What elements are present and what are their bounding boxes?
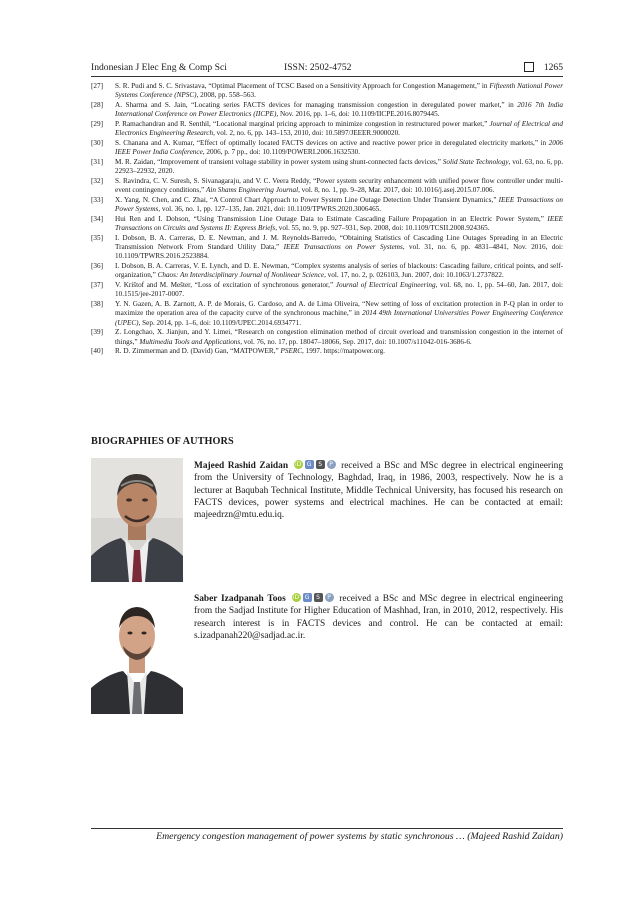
reference-number: [37] [91,281,103,290]
reference-number: [35] [91,234,103,242]
reference-venue: Multimedia Tools and Applications [139,337,241,346]
reference-number: [33] [91,196,103,204]
reference-number: [27] [91,82,103,90]
author-profile-icons [292,593,334,602]
reference-authors-title: M. R. Zaidan, “Improvement of transient voltage stability in power system using shunt-connected facts devices,” [115,158,443,166]
reference-item [91,101,563,119]
google-scholar-icon[interactable]: G [305,460,314,469]
reference-venue: Solid State Technology [442,158,509,166]
reference-venue: 2016 7th India International Conference on Power Electronics (IICPE) [115,101,563,119]
reference-number: [32] [91,177,103,185]
orcid-icon[interactable]: iD [294,461,302,468]
reference-text [115,158,563,176]
reference-authors-title: S. R. Pudi and S. C. Srivastava, “Optimal Placement of TCSC Based on a Sensitivity Approach for Congestion Management,” in [115,82,490,90]
reference-authors-title: Hui Ren and I. Dobson, “Using Transmission Line Outage Data to Estimate Cascading Failure Propagation in an Electric Power System,” [115,215,548,223]
reference-text [115,139,563,157]
reference-authors-title: X. Yang, N. Chen, and C. Zhai, “A Control Chart Approach to Power System Line Outage Detection Under Transient Dynamics,” [115,196,499,204]
reference-details: , 2008, pp. 558–563. [196,91,256,100]
reference-item [91,177,563,195]
publons-icon[interactable]: P [325,593,334,602]
publons-icon[interactable]: P [327,460,336,469]
reference-venue: Chaos: An Interdisciplinary Journal of Nonlinear Science [157,271,325,280]
reference-text [115,347,563,356]
author-bio-text: received a BSc and MSc degree in electrical engineering from the Sadjad Institute for Higher Education of Mashhad, Iran, in 2010, 2012, respectively. His research interest is in FACTS devices and control. He can be contacted at email: s.izadpanah220@sadjad.ac.ir. [194,594,564,641]
reference-authors-title: A. Sharma and S. Jain, “Locating series FACTS devices for managing transmission congestion in deregulated power market,” in [115,101,518,109]
running-header [91,60,563,74]
author-bio-1 [194,460,563,521]
reference-item [91,215,563,233]
reference-venue: IEEE Transactions on Circuits and Systems II: Express Briefs [115,215,563,233]
reference-authors-title: R. D. Zimmerman and D. (David) Gan, “MATPOWER,” [115,347,281,356]
reference-details: , vol. 8, no. 1, pp. 9–28, Mar. 2017, doi: 10.1016/j.asej.2015.07.006. [298,186,495,195]
reference-authors-title: S. Ravindra, C. V. Suresh, S. Sivanagaraju, and V. C. Veera Reddy, “Power system security enhancement with unified power flow controller under multi-event contingency conditions,” [115,177,563,195]
reference-number: [29] [91,120,103,128]
author-bio-text: received a BSc and MSc degree in electrical engineering from the University of Technology, Baghdad, Iraq, in 1986, 2003, respectively. Now he is a lecturer at Baqubah Technical Institute, Middle Technical University, has focused his research on FACTS devices, power systems and electrical machines. He can be contacted at email: majeedrzn@mtu.edu.iq. [194,461,564,521]
reference-item [91,120,563,138]
author-name: Majeed Rashid Zaidan [194,461,289,471]
running-footer: Emergency congestion management of power systems by static synchronous … (Majeed Rashid Zaidan) [156,831,563,842]
journal-name: Indonesian J Elec Eng & Comp Sci [91,61,227,73]
reference-details: , vol. 17, no. 2, p. 026103, Jun. 2007, doi: 10.1063/1.2737822. [324,271,504,280]
reference-authors-title: Z. Longchao, X. Jianjun, and Y. Limei, “Research on congestion elimination method of circuit overload and transmission congestion in the internet of things,” [115,328,563,346]
reference-authors-title: Y. N. Gazen, A. B. Zarnott, A. P. de Morais, G. Cardoso, and A. de Lima Oliveira, “New setting of loss of excitation protection in P-Q plan in order to maximize the operation area of the capacity curve of the synchronous machine,” in [115,300,563,318]
reference-authors-title: I. Dobson, B. A. Carreras, V. E. Lynch, and D. E. Newman, “Complex systems analysis of series of blackouts: Cascading failure, critical points, and self-organization,” [115,262,563,280]
reference-venue: Journal of Electrical and Electronics Engineering Research [115,120,563,138]
reference-venue: 2014 49th International Universities Power Engineering Conference (UPEC) [115,309,563,327]
reference-item [91,158,563,176]
reference-item [91,196,563,214]
scopus-icon[interactable]: S [314,593,323,602]
page-number: 1265 [543,61,563,73]
google-scholar-icon[interactable]: G [303,593,312,602]
author-name: Saber Izadpanah Toos [194,594,286,604]
footer-rule [91,828,563,829]
reference-item [91,82,563,100]
reference-text [115,328,563,346]
reference-text [115,262,563,280]
reference-details: , vol. 55, no. 9, pp. 927–931, Sep. 2008, doi: 10.1109/TCSII.2008.924365. [275,224,490,233]
reference-item [91,347,563,356]
reference-details: , vol. 76, no. 17, pp. 18047–18066, Sep. 2017, doi: 10.1007/s11042-016-3686-6. [240,337,472,346]
reference-text [115,120,563,138]
reference-item [91,262,563,280]
reference-number: [34] [91,215,103,223]
reference-text [115,234,563,262]
reference-details: , vol. 68, no. 1, pp. 54–60, Jan. 2017, doi: 10.1515/jee-2017-0007. [115,281,563,299]
reference-number: [30] [91,139,103,147]
reference-item [91,281,563,299]
reference-number: [40] [91,347,103,356]
reference-details: , Nov. 2016, pp. 1–6, doi: 10.1109/IICPE.2016.8079445. [276,110,440,119]
reference-venue: IEEE Transactions on Power Systems [115,196,564,214]
author-photo-2 [91,592,183,714]
reference-list [91,82,563,357]
reference-number: [28] [91,101,103,109]
reference-item [91,300,563,328]
author-profile-icons [294,460,336,469]
reference-details: , vol. 63, no. 6, pp. 22923–22932, 2020. [115,158,563,176]
reference-details: , vol. 2, no. 6, pp. 143–153, 2010, doi: 10.5897/JEEER.9000020. [213,129,400,138]
reference-venue: PSERC [280,347,303,356]
reference-authors-title: I. Dobson, B. A. Carreras, D. E. Newman, and J. M. Reynolds-Barredo, “Obtaining Statistics of Cascading Line Outages Spreading in an Electric Transmission Network From Standard Utility Data,” [115,234,563,252]
issn: ISSN: 2502-4752 [284,61,352,73]
header-rule [91,76,563,77]
author-photo-1 [91,458,183,582]
reference-details: , 2006, p. 7 pp., doi: 10.1109/POWERI.2006.1632530. [202,148,361,157]
square-icon [524,62,534,72]
scopus-icon[interactable]: S [316,460,325,469]
reference-number: [39] [91,328,103,337]
reference-text [115,300,563,328]
reference-item [91,139,563,157]
reference-text [115,215,563,233]
header-right [524,62,563,73]
reference-number: [38] [91,300,103,309]
reference-details: , Sep. 2014, pp. 1–6, doi: 10.1109/UPEC.2014.6934771. [138,318,302,327]
reference-number: [36] [91,262,103,271]
biographies-heading: BIOGRAPHIES OF AUTHORS [91,436,234,447]
reference-authors-title: V. Krištof and M. Mešter, “Loss of excitation of synchronous generator,” [115,281,336,290]
reference-details: , vol. 36, no. 1, pp. 127–135, Jan. 2021, doi: 10.1109/TPWRS.2020.3006465. [158,205,382,214]
reference-text [115,82,563,100]
reference-details: , vol. 31, no. 6, pp. 4831–4841, Nov. 2016, doi: 10.1109/TPWRS.2016.2523884. [115,243,563,261]
reference-authors-title: S. Chanana and A. Kumar, “Effect of optimally located FACTS devices on active and reactive power price in deregulated electricity markets,” in [115,139,549,147]
reference-venue: Journal of Electrical Engineering [335,281,436,290]
reference-venue: Fifteenth National Power Systems Conference (NPSC) [115,82,563,100]
reference-item [91,328,563,346]
reference-venue: IEEE Transactions on Power Systems [283,243,403,252]
orcid-icon[interactable]: iD [292,594,300,601]
reference-text [115,101,563,119]
reference-text [115,281,563,299]
reference-venue: 2006 IEEE Power India Conference [115,139,563,157]
author-bio-2 [194,593,563,642]
reference-details: , 1997. https://matpower.org. [302,347,385,356]
reference-text [115,196,563,214]
reference-venue: Ain Shams Engineering Journal [206,186,299,195]
reference-item [91,234,563,262]
reference-number: [31] [91,158,103,166]
reference-text [115,177,563,195]
reference-authors-title: P. Ramachandran and R. Senthil, “Locational marginal pricing approach to minimize congestion in restructured power market,” [115,120,490,128]
